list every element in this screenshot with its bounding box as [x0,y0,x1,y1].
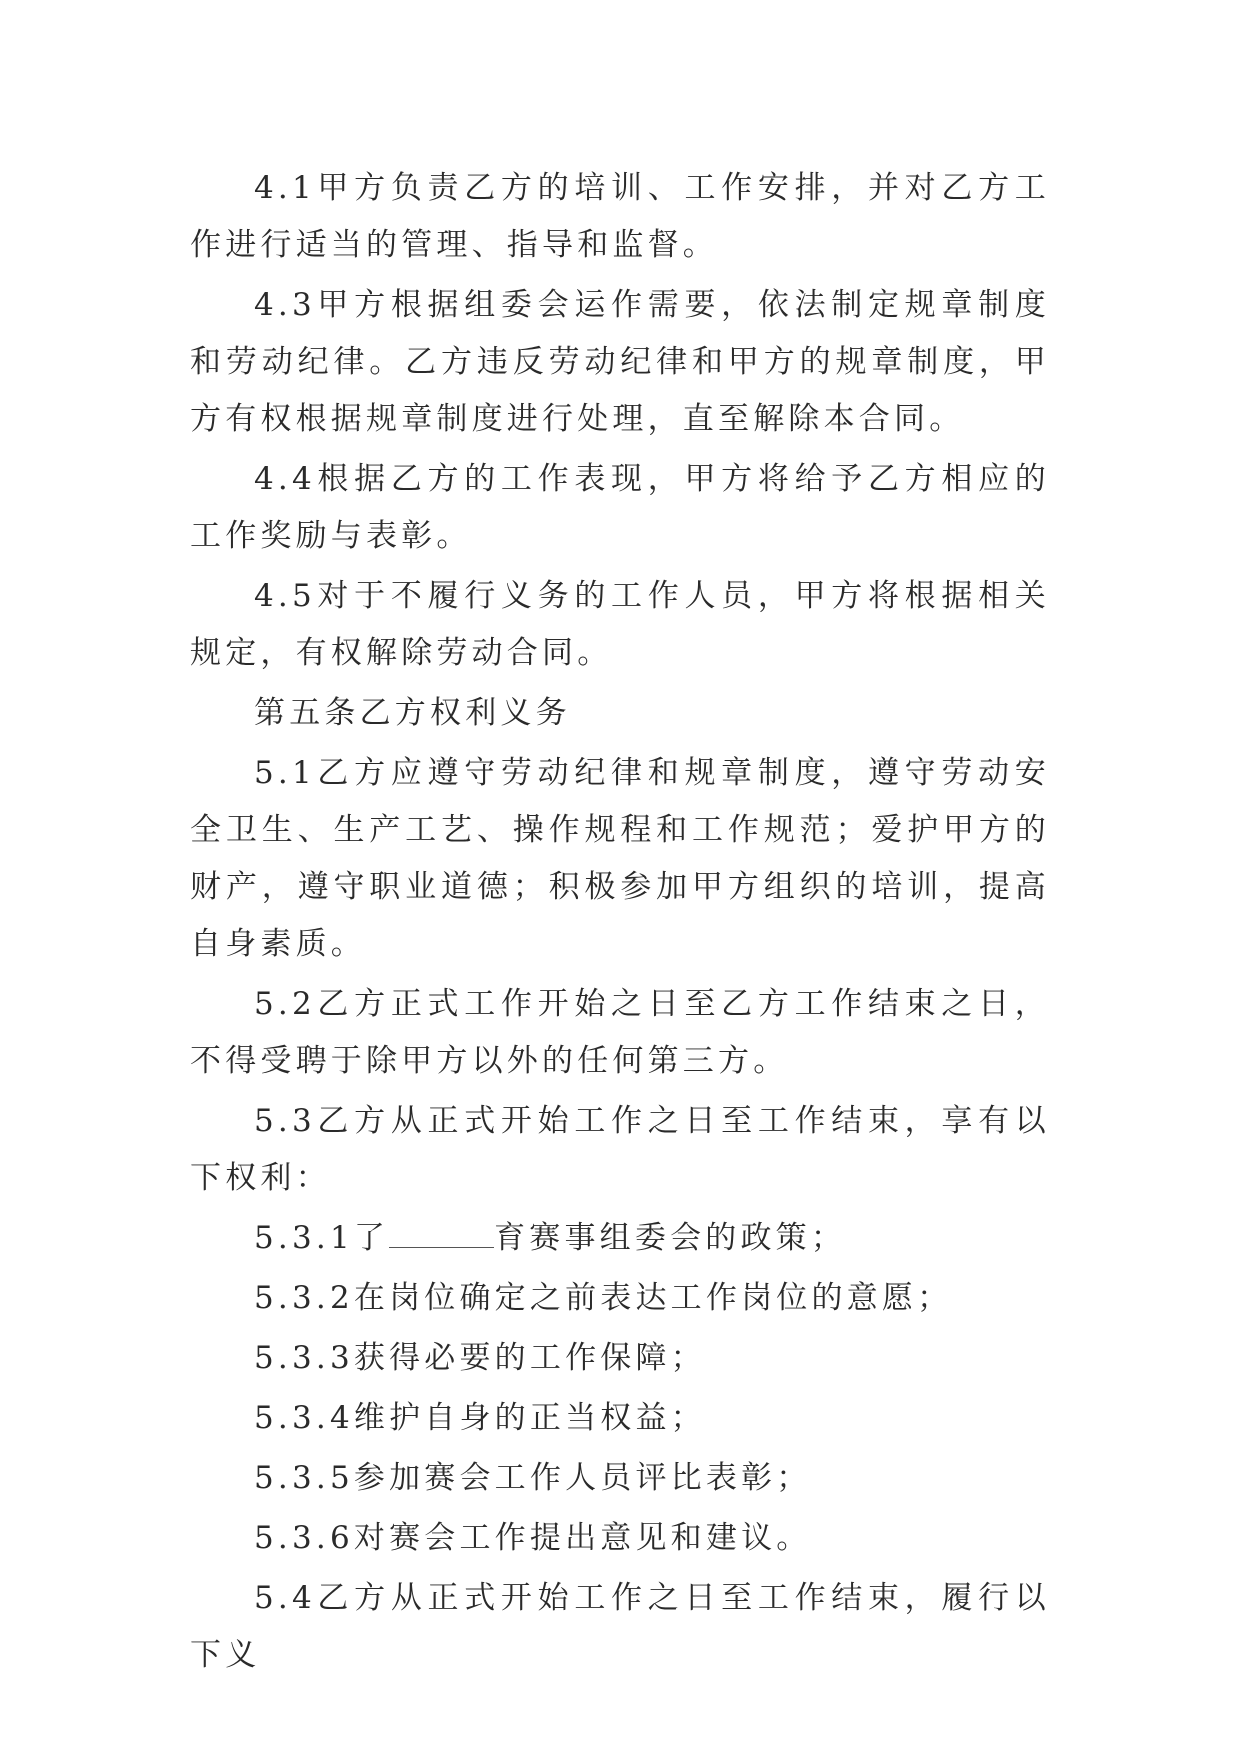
paragraph-5-2: 5.2乙方正式工作开始之日至乙方工作结束之日，不得受聘于除甲方以外的任何第三方。 [190,986,1050,1079]
item-5-3-3: 5.3.3获得必要的工作保障； [254,1340,706,1376]
item-5-3-6: 5.3.6对赛会工作提出意见和建议。 [254,1520,812,1556]
section-heading-article-5: 第五条乙方权利义务 [254,695,571,731]
fill-in-blank [389,1223,494,1248]
paragraph-5-1: 5.1乙方应遵守劳动纪律和规章制度，遵守劳动安全卫生、生产工艺、操作规程和工作规范；爱护甲方的财产，遵守职业道德；积极参加甲方组织的培训，提高自身素质。 [190,755,1050,962]
paragraph-4-5: 4.5对于不履行义务的工作人员，甲方将根据相关规定，有权解除劳动合同。 [190,578,1050,671]
item-5-3-5: 5.3.5参加赛会工作人员评比表彰； [254,1460,812,1496]
paragraph-4-1: 4.1甲方负责乙方的培训、工作安排，并对乙方工作进行适当的管理、指导和监督。 [190,170,1050,263]
item-5-3-1-text-before: 5.3.1了 [254,1220,390,1256]
paragraph-4-4: 4.4根据乙方的工作表现，甲方将给予乙方相应的工作奖励与表彰。 [190,461,1050,554]
paragraph-4-3: 4.3甲方根据组委会运作需要，依法制定规章制度和劳动纪律。乙方违反劳动纪律和甲方的规章制度，甲方有权根据规章制度进行处理，直至解除本合同。 [190,287,1050,437]
paragraph-5-4: 5.4乙方从正式开始工作之日至工作结束，履行以下义 [190,1580,1050,1673]
item-5-3-1-text-after: 育赛事组委会的政策； [494,1220,847,1256]
item-5-3-4: 5.3.4维护自身的正当权益； [254,1400,706,1436]
paragraph-5-3: 5.3乙方从正式开始工作之日至工作结束，享有以下权利： [190,1103,1050,1196]
item-5-3-1 [190,1210,1050,1267]
item-5-3-2: 5.3.2在岗位确定之前表达工作岗位的意愿； [254,1280,953,1316]
document-body [190,160,1050,1684]
